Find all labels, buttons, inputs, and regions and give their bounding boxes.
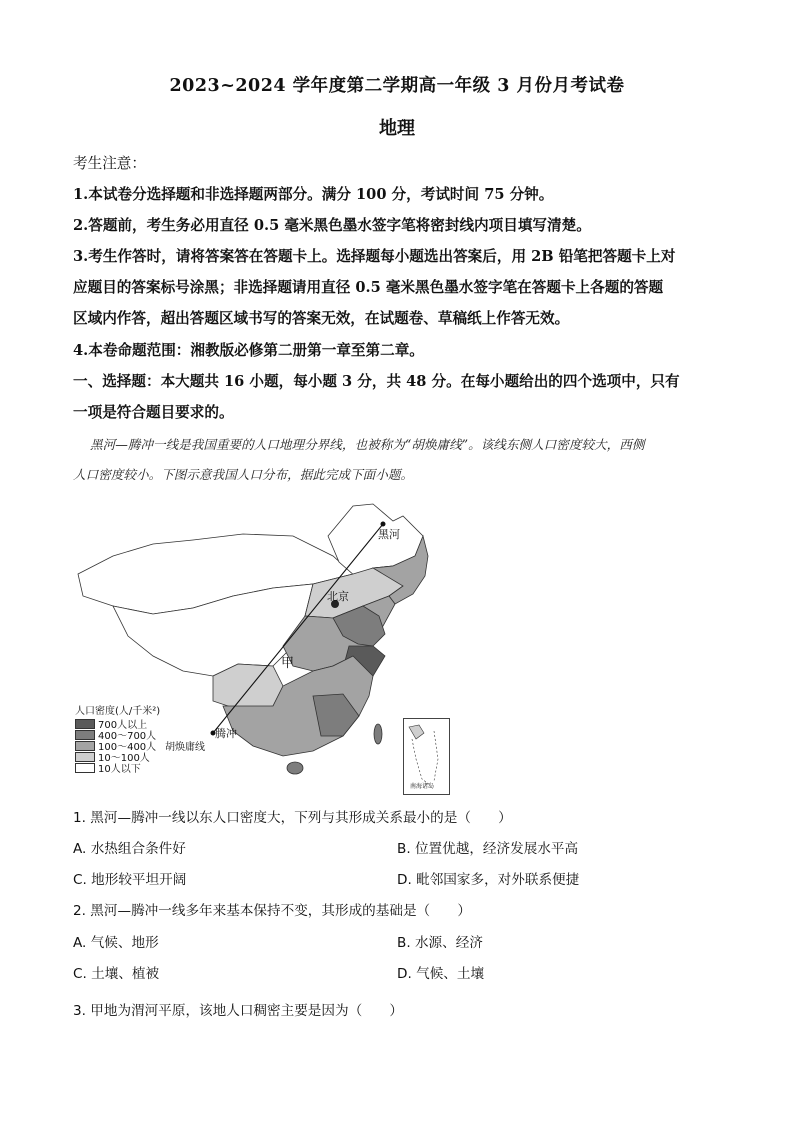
passage-line-2: 人口密度较小。下图示意我国人口分布，据此完成下面小题。 (73, 467, 414, 482)
q2-option-b[interactable]: B. 水源、经济 (397, 935, 483, 951)
legend-label: 700人以上 (98, 720, 148, 731)
q1-option-b[interactable]: B. 位置优越，经济发展水平高 (397, 841, 579, 857)
legend-title: 人口密度(人/千米²) (75, 706, 161, 717)
q2-option-a[interactable]: A. 气候、地形 (73, 935, 159, 951)
section-heading-line-2: 一项是符合题目要求的。 (73, 404, 234, 421)
question-3-stem: 3. 甲地为渭河平原，该地人口稠密主要是因为（ ） (73, 1003, 403, 1019)
label-beijing: 北京 (327, 590, 349, 603)
label-tengchong: 腾冲 (215, 727, 237, 740)
label-heihe: 黑河 (378, 528, 400, 541)
q2-option-c[interactable]: C. 土壤、植被 (73, 966, 160, 982)
question-1-stem: 1. 黑河—腾冲一线以东人口密度大，下列与其形成关系最小的是（ ） (73, 810, 512, 826)
legend-label: 10～100人 (98, 753, 150, 764)
q1-option-a[interactable]: A. 水热组合条件好 (73, 841, 186, 857)
notice-line-6: 4.本卷命题范围：湘教版必修第二册第一章至第二章。 (73, 342, 424, 359)
q1-option-d[interactable]: D. 毗邻国家多，对外联系便捷 (397, 872, 580, 888)
notice-heading: 考生注意： (73, 155, 146, 172)
legend-swatch (75, 741, 95, 751)
section-heading-line-1: 一、选择题：本大题共 16 小题，每小题 3 分，共 48 分。在每小题给出的四个选项中，只有 (73, 373, 680, 390)
legend-swatch (75, 719, 95, 729)
legend-label: 400～700人 (98, 731, 157, 742)
question-2-stem: 2. 黑河—腾冲一线多年来基本保持不变，其形成的基础是（ ） (73, 903, 471, 919)
legend-swatch (75, 752, 95, 762)
notice-line-3: 3.考生作答时，请将答案答在答题卡上。选择题每小题选出答案后，用 2B 铅笔把答题卡上对 (73, 248, 676, 265)
notice-line-5: 区域内作答，超出答题区域书写的答案无效，在试题卷、草稿纸上作答无效。 (73, 310, 570, 327)
exam-title: 2023~2024 学年度第二学期高一年级 3 月份月考试卷 (169, 76, 625, 96)
map-legend (75, 702, 160, 773)
notice-line-1: 1.本试卷分选择题和非选择题两部分。满分 100 分，考试时间 75 分钟。 (73, 186, 554, 203)
notice-line-4: 应题目的答案标号涂黑；非选择题请用直径 0.5 毫米黑色墨水签字笔在答题卡上各题的答题 (73, 279, 664, 296)
label-hu-line: 胡焕庸线 (165, 742, 205, 753)
subject-title: 地理 (379, 118, 415, 139)
legend-label: 100～400人 (98, 742, 157, 753)
label-jia: 甲 (281, 656, 295, 671)
passage-line-1: 黑河—腾冲一线是我国重要的人口地理分界线，也被称为“胡焕庸线”。该线东侧人口密度较大，西侧 (90, 437, 645, 452)
notice-line-2: 2.答题前，考生务必用直径 0.5 毫米黑色墨水签字笔将密封线内项目填写清楚。 (73, 217, 591, 234)
legend-swatch (75, 730, 95, 740)
south-china-sea-inset (403, 718, 450, 795)
q2-option-d[interactable]: D. 气候、土壤 (397, 966, 485, 982)
legend-swatch (75, 763, 95, 773)
legend-label: 10人以下 (98, 764, 141, 775)
q1-option-c[interactable]: C. 地形较平坦开阔 (73, 872, 187, 888)
inset-label: 南海诸岛 (410, 783, 435, 790)
